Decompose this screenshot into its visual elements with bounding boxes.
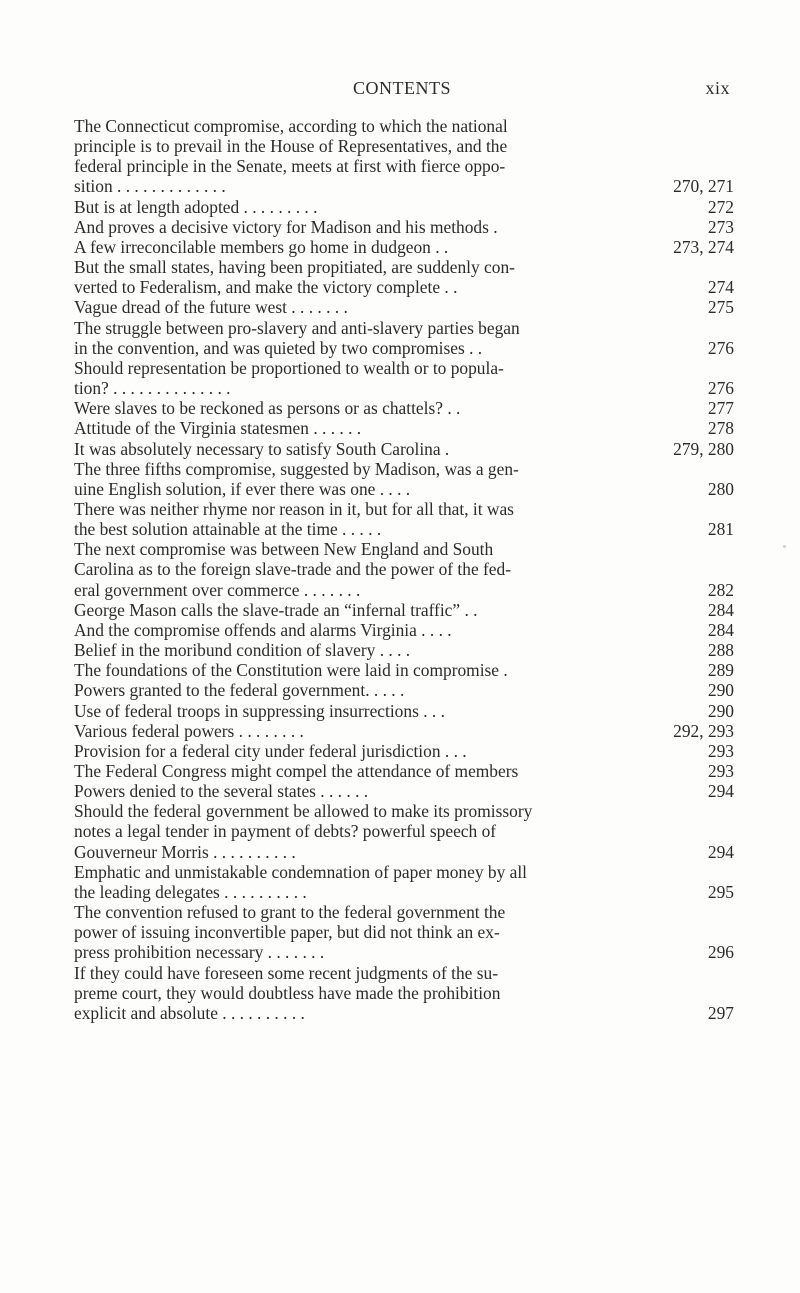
toc-entry <box>74 902 734 962</box>
toc-entry-line <box>74 619 734 640</box>
toc-entry <box>74 761 734 781</box>
toc-entry-line <box>74 1002 734 1023</box>
toc-entry-text: Use of federal troops in suppressing insurrections . . . <box>74 700 445 721</box>
toc-entry-line <box>74 982 734 1003</box>
toc-entry-text: Emphatic and unmistakable condemnation of paper money by all <box>74 861 527 882</box>
toc-page-ref: 290 <box>707 700 734 721</box>
toc-entry-text: If they could have foreseen some recent judgments of the su- <box>74 962 498 983</box>
toc-entry-text: Gouverneur Morris . . . . . . . . . . <box>74 841 296 862</box>
toc-entry <box>74 741 734 761</box>
toc-page-ref: 289 <box>707 660 734 681</box>
toc-entry-line <box>74 438 734 459</box>
page-number: xix <box>705 78 730 98</box>
toc-entry-line <box>74 317 734 338</box>
toc-page-ref: 278 <box>707 418 734 439</box>
toc-entry-text: A few irreconcilable members go home in dudgeon . . <box>74 236 449 257</box>
toc-entry-text: verted to Federalism, and make the victory complete . . <box>74 277 458 298</box>
toc-entry <box>74 418 734 438</box>
toc-entry <box>74 398 734 418</box>
toc-page-ref: 292, 293 <box>673 720 734 741</box>
toc-entry-line <box>74 236 734 257</box>
toc-entry-text: notes a legal tender in payment of debts? powerful speech of <box>74 821 497 842</box>
toc-page-ref: 272 <box>707 196 734 217</box>
toc-entry <box>74 439 734 459</box>
toc-entry <box>74 358 734 398</box>
toc-entry-text: press prohibition necessary . . . . . . . <box>74 942 325 963</box>
toc-entry-line <box>74 196 734 217</box>
toc-entry-text: uine English solution, if ever there was one . . . . <box>74 478 411 499</box>
toc-entry-line <box>74 337 734 358</box>
toc-entry <box>74 640 734 660</box>
toc-page-ref: 282 <box>707 579 734 600</box>
toc-entry-text: But is at length adopted . . . . . . . . . <box>74 196 318 217</box>
toc-entry-line <box>74 861 734 882</box>
toc-entry-line <box>74 156 734 177</box>
toc-entry-text: Should the federal government be allowed to make its promissory <box>74 801 533 822</box>
toc-entry <box>74 116 734 197</box>
toc-entry-line <box>74 519 734 540</box>
toc-entry <box>74 600 734 620</box>
toc-entry-text: preme court, they would doubtless have made the prohibition <box>74 982 501 1003</box>
toc-entry-line <box>74 378 734 399</box>
toc-entry-text: principle is to prevail in the House of Representatives, and the <box>74 136 508 157</box>
toc-entry <box>74 701 734 721</box>
toc-entry-text: The struggle between pro-slavery and anti-slavery parties began <box>74 317 520 338</box>
toc-entry-line <box>74 660 734 681</box>
toc-entry-line <box>74 922 734 943</box>
toc-entry <box>74 197 734 217</box>
toc-entry-line <box>74 680 734 701</box>
toc-entry-text: But the small states, having been propitiated, are suddenly con- <box>74 257 515 278</box>
toc-entry-text: Various federal powers . . . . . . . . <box>74 720 304 741</box>
toc-entry-text: The Federal Congress might compel the attendance of members <box>74 761 519 781</box>
toc-page-ref: 284 <box>707 619 734 640</box>
toc-entry <box>74 257 734 297</box>
toc-entry-line <box>74 700 734 721</box>
toc-entry-text: It was absolutely necessary to satisfy South Carolina . <box>74 438 450 459</box>
toc-entry-text: There was neither rhyme nor reason in it, but for all that, it was <box>74 498 514 519</box>
toc-entry-text: The foundations of the Constitution were laid in compromise . <box>74 660 508 681</box>
toc-entry-text: The convention refused to grant to the federal government the <box>74 902 506 923</box>
toc-entry-line <box>74 761 734 781</box>
toc-entry-text: federal principle in the Senate, meets at first with fierce oppo- <box>74 156 506 177</box>
toc-entry-text: explicit and absolute . . . . . . . . . . <box>74 1002 305 1023</box>
toc-entry-line <box>74 781 734 802</box>
toc-page-ref: 288 <box>707 640 734 661</box>
toc-page-ref: 277 <box>707 398 734 419</box>
toc-entry-text: George Mason calls the slave-trade an “infernal traffic” . . <box>74 599 478 620</box>
toc-entry-text: The next compromise was between New England and South <box>74 539 494 560</box>
paper-speck <box>783 545 786 548</box>
toc-page-ref: 276 <box>707 337 734 358</box>
page-title: CONTENTS <box>353 78 451 98</box>
toc-entry-line <box>74 579 734 600</box>
toc-entry <box>74 459 734 499</box>
toc-entry-text: And the compromise offends and alarms Virginia . . . . <box>74 619 452 640</box>
toc-page-ref: 273, 274 <box>673 236 734 257</box>
toc-entry <box>74 217 734 237</box>
toc-page-ref: 273 <box>707 216 734 237</box>
toc-entry-text: Attitude of the Virginia statesmen . . . . . . <box>74 418 362 439</box>
toc-entry-line <box>74 841 734 862</box>
toc-entry-line <box>74 277 734 298</box>
toc-entry <box>74 539 734 599</box>
toc-entry <box>74 801 734 861</box>
toc-entry-text: The three fifths compromise, suggested by Madison, was a gen- <box>74 458 519 479</box>
toc-entry-line <box>74 398 734 419</box>
toc-entry <box>74 499 734 539</box>
toc-entry-line <box>74 720 734 741</box>
toc-entry <box>74 297 734 317</box>
toc-entry-line <box>74 498 734 519</box>
toc-entry <box>74 862 734 902</box>
toc-entry-text: sition . . . . . . . . . . . . . <box>74 176 226 197</box>
toc-entry-line <box>74 116 734 136</box>
toc-entry-line <box>74 740 734 761</box>
toc-page-ref: 275 <box>707 297 734 318</box>
toc-entry <box>74 318 734 358</box>
toc-entry-line <box>74 257 734 278</box>
toc-entry-line <box>74 418 734 439</box>
table-of-contents <box>74 116 734 1023</box>
toc-entry-text: Provision for a federal city under federal jurisdiction . . . <box>74 740 467 761</box>
toc-entry-line <box>74 216 734 237</box>
toc-entry-line <box>74 357 734 378</box>
toc-page-ref: 294 <box>707 841 734 862</box>
toc-entry-text: the best solution attainable at the time . . . . . <box>74 519 382 540</box>
toc-entry-line <box>74 902 734 923</box>
toc-entry <box>74 781 734 801</box>
toc-entry-line <box>74 962 734 983</box>
toc-entry-line <box>74 136 734 157</box>
toc-page-ref: 270, 271 <box>673 176 734 197</box>
toc-entry-line <box>74 881 734 902</box>
toc-page-ref: 284 <box>707 599 734 620</box>
toc-entry-text: Vague dread of the future west . . . . . . . <box>74 297 348 318</box>
toc-entry-line <box>74 559 734 580</box>
toc-entry <box>74 721 734 741</box>
toc-entry-text: the leading delegates . . . . . . . . . . <box>74 881 307 902</box>
toc-entry-text: in the convention, and was quieted by two compromises . . <box>74 337 483 358</box>
toc-entry-text: Powers granted to the federal government. . . . . <box>74 680 405 701</box>
toc-page-ref: 293 <box>707 761 734 781</box>
toc-entry-line <box>74 821 734 842</box>
toc-entry <box>74 660 734 680</box>
toc-page-ref: 296 <box>707 942 734 963</box>
toc-entry-line <box>74 539 734 560</box>
toc-entry-text: Should representation be proportioned to wealth or to popula- <box>74 357 504 378</box>
toc-entry-text: Belief in the moribund condition of slavery . . . . <box>74 640 411 661</box>
toc-entry <box>74 963 734 1023</box>
toc-entry-line <box>74 801 734 822</box>
toc-entry-text: tion? . . . . . . . . . . . . . . <box>74 378 231 399</box>
toc-entry-text: power of issuing inconvertible paper, but did not think an ex- <box>74 922 500 943</box>
toc-entry-text: Carolina as to the foreign slave-trade and the power of the fed- <box>74 559 512 580</box>
toc-entry <box>74 237 734 257</box>
toc-entry-text: Powers denied to the several states . . . . . . <box>74 781 369 802</box>
toc-page-ref: 290 <box>707 680 734 701</box>
toc-entry-text: The Connecticut compromise, according to which the national <box>74 116 508 136</box>
toc-page-ref: 293 <box>707 740 734 761</box>
toc-page-ref: 294 <box>707 781 734 802</box>
toc-entry-line <box>74 599 734 620</box>
toc-entry-line <box>74 297 734 318</box>
toc-entry-text: And proves a decisive victory for Madison and his methods . <box>74 216 498 237</box>
toc-entry-line <box>74 942 734 963</box>
toc-entry-line <box>74 458 734 479</box>
toc-entry-text: eral government over commerce . . . . . . . <box>74 579 361 600</box>
toc-page-ref: 276 <box>707 378 734 399</box>
toc-entry-line <box>74 640 734 661</box>
toc-page-ref: 274 <box>707 277 734 298</box>
toc-page-ref: 295 <box>707 881 734 902</box>
toc-page-ref: 279, 280 <box>673 438 734 459</box>
toc-page-ref: 297 <box>707 1002 734 1023</box>
toc-entry-text: Were slaves to be reckoned as persons or as chattels? . . <box>74 398 461 419</box>
toc-page-ref: 281 <box>707 519 734 540</box>
toc-entry <box>74 680 734 700</box>
toc-page-ref: 280 <box>707 478 734 499</box>
toc-entry-line <box>74 478 734 499</box>
toc-entry <box>74 620 734 640</box>
running-header <box>74 78 730 102</box>
toc-entry-line <box>74 176 734 197</box>
